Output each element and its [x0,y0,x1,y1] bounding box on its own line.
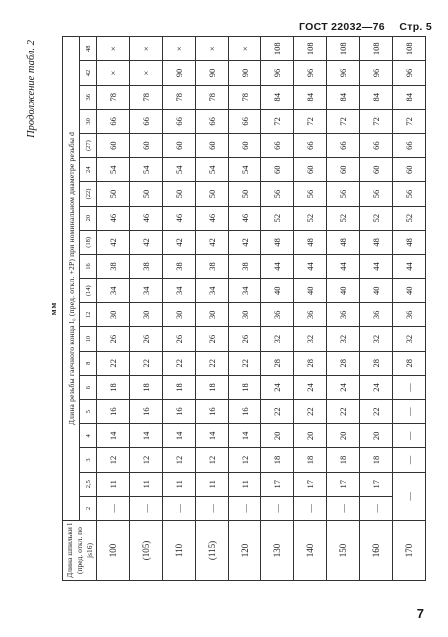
table-row [327,37,360,581]
table-cell: 54 [97,158,130,182]
table-cell: — [294,496,327,520]
table-cell: 66 [195,109,228,133]
table-cell: 16 [195,400,228,424]
table-cell: 84 [360,85,393,109]
table-cell: 78 [195,85,228,109]
table-cell: 32 [360,327,393,351]
table-cell: — [195,496,228,520]
table-cell: 28 [261,351,294,375]
table-cell: 96 [261,61,294,85]
table-cell: 18 [261,448,294,472]
diameter-header-cell: (27) [80,134,97,158]
table-cell: 90 [195,61,228,85]
stud-length-header-title: Длина шпильки l [64,523,74,578]
table-cell: 34 [195,279,228,303]
table-cell: — [129,496,162,520]
diameter-header-cell: (18) [80,230,97,254]
table-cell: 17 [360,472,393,496]
page-number: 7 [416,606,424,621]
table-cell: 60 [228,134,261,158]
table-cell: 42 [97,230,130,254]
table-cell: 44 [261,254,294,278]
table-cell: 90 [228,61,261,85]
table-header-row [63,37,80,581]
stud-length-cell: (105) [129,521,162,581]
table-cell: 38 [162,254,195,278]
table-cell: 36 [360,303,393,327]
diameter-header-cell: 36 [80,85,97,109]
table-cell: 90 [162,61,195,85]
table-cell: 22 [327,400,360,424]
table-cell: 22 [360,400,393,424]
diameter-header-row [80,37,97,581]
table-cell: 28 [393,351,426,375]
table-cell: 44 [294,254,327,278]
table-cell: 44 [393,254,426,278]
table-cell: 66 [360,134,393,158]
table-body [97,37,426,581]
stud-length-cell: 130 [261,521,294,581]
table-cell: 22 [129,351,162,375]
table-cell: 66 [327,134,360,158]
table-cell: 78 [97,85,130,109]
table-row [360,37,393,581]
table-cell: 60 [162,134,195,158]
table-cell: 66 [129,109,162,133]
table-cell: 12 [129,448,162,472]
table-cell: 48 [294,230,327,254]
table-cell: 20 [261,424,294,448]
table-cell: 42 [228,230,261,254]
table-cell: × [162,37,195,61]
table-cell: 18 [162,375,195,399]
table-cell: 16 [129,400,162,424]
table-cell: 60 [294,158,327,182]
table-cell: × [97,61,130,85]
table-cell: 54 [129,158,162,182]
table-cell: 46 [129,206,162,230]
table-cell: 22 [261,400,294,424]
table-cell: 78 [228,85,261,109]
table-cell: 28 [327,351,360,375]
table-cell: 38 [129,254,162,278]
table-cell: 20 [294,424,327,448]
table-cell: 22 [294,400,327,424]
rotated-page-body [26,36,426,581]
stud-length-cell: 140 [294,521,327,581]
table-cell: 22 [195,351,228,375]
table-cell: 72 [261,109,294,133]
stud-length-cell: 110 [162,521,195,581]
table-cell: 108 [261,37,294,61]
table-cell: 54 [195,158,228,182]
table-row [261,37,294,581]
table-cell: 38 [97,254,130,278]
table-cell: 66 [228,109,261,133]
table-cell: 11 [228,472,261,496]
table-cell: — [97,496,130,520]
table-cell: — [360,496,393,520]
stud-length-cell: 160 [360,521,393,581]
table-cell: 60 [195,134,228,158]
table-cell: 46 [162,206,195,230]
table-row [195,37,228,581]
table-cell: 52 [393,206,426,230]
table-cell: 56 [294,182,327,206]
table-cell: 108 [294,37,327,61]
table-cell: 12 [228,448,261,472]
table-cell: 32 [294,327,327,351]
table-cell: 108 [327,37,360,61]
table-cell: 78 [129,85,162,109]
table-cell: 30 [129,303,162,327]
table-cell: 18 [327,448,360,472]
table-cell: 18 [228,375,261,399]
table-cell: 50 [129,182,162,206]
table-cell: 16 [162,400,195,424]
table-cell: 22 [162,351,195,375]
table-cell: 52 [327,206,360,230]
table-cell: 14 [228,424,261,448]
table-cell: 30 [162,303,195,327]
table-cell: 72 [360,109,393,133]
table-cell: 16 [97,400,130,424]
table-row [162,37,195,581]
table-cell: — [393,448,426,472]
table-cell: 26 [195,327,228,351]
diameter-header-cell: 20 [80,206,97,230]
table-cell: 66 [97,109,130,133]
table-cell: 18 [294,448,327,472]
table-cell: 14 [195,424,228,448]
table-cell: 17 [327,472,360,496]
stud-thread-length-table [62,36,426,581]
table-row [228,37,261,581]
table-cell: 48 [393,230,426,254]
table-cell: 60 [129,134,162,158]
table-cell: 18 [97,375,130,399]
table-cell: 50 [228,182,261,206]
table-cell: × [97,37,130,61]
table-cell: 28 [360,351,393,375]
table-cell: 18 [360,448,393,472]
table-cell: 66 [294,134,327,158]
table-cell: × [129,61,162,85]
table-cell: 60 [261,158,294,182]
table-cell: 72 [294,109,327,133]
table-cell: 84 [327,85,360,109]
stud-length-header-tolerance: (пред. откл. по js16) [74,527,94,574]
table-cell: — [393,472,426,520]
diameter-header-cell: 16 [80,254,97,278]
table-cell: 48 [327,230,360,254]
table-cell: 26 [129,327,162,351]
table-cell: 14 [129,424,162,448]
table-cell: 24 [261,375,294,399]
table-cell: 60 [393,158,426,182]
table-cell: 42 [162,230,195,254]
table-cell: 30 [97,303,130,327]
table-cell: 46 [228,206,261,230]
table-cell: 96 [393,61,426,85]
table-cell: 52 [261,206,294,230]
table-cell: 24 [327,375,360,399]
table-cell: × [228,37,261,61]
table-row [294,37,327,581]
table-cell: 38 [195,254,228,278]
table-cell: 40 [261,279,294,303]
table-cell: 50 [162,182,195,206]
diameter-header-cell: 5 [80,400,97,424]
table-cell: 34 [228,279,261,303]
table-row [97,37,130,581]
table-cell: 46 [195,206,228,230]
table-cell: 34 [97,279,130,303]
table-cell: 96 [327,61,360,85]
table-cell: 32 [327,327,360,351]
table-cell: 24 [294,375,327,399]
table-cell: 20 [360,424,393,448]
table-cell: 22 [228,351,261,375]
table-cell: 42 [129,230,162,254]
table-cell: 26 [97,327,130,351]
unit-label: мм [48,301,58,316]
table-cell: 40 [327,279,360,303]
diameter-header-cell: 24 [80,158,97,182]
table-cell: 36 [294,303,327,327]
table-cell: 40 [393,279,426,303]
diameter-header-cell: 4 [80,424,97,448]
page-header [299,21,432,33]
table-cell: 72 [393,109,426,133]
diameter-header-cell: 6 [80,375,97,399]
table-cell: 38 [228,254,261,278]
table-cell: 17 [294,472,327,496]
table-cell: — [393,375,426,399]
diameter-header-cell: 2 [80,496,97,520]
table-cell: — [228,496,261,520]
table-cell: 40 [360,279,393,303]
table-cell: 26 [162,327,195,351]
table-cell: 11 [129,472,162,496]
stud-length-cell: 100 [97,521,130,581]
diameter-header-cell: 10 [80,327,97,351]
table-cell: 60 [97,134,130,158]
table-cell: 50 [97,182,130,206]
stud-length-cell: (115) [195,521,228,581]
stud-length-cell: 120 [228,521,261,581]
table-cell: 78 [162,85,195,109]
table-cell: 11 [97,472,130,496]
table-cell: 46 [97,206,130,230]
table-cell: 18 [129,375,162,399]
table-cell: 18 [195,375,228,399]
table-cell: 48 [261,230,294,254]
table-cell: 84 [261,85,294,109]
table-cell: 36 [327,303,360,327]
stud-length-cell: 170 [393,521,426,581]
table-cell: 52 [360,206,393,230]
page-label: Стр. 5 [399,21,432,33]
table-cell: 50 [195,182,228,206]
table-cell: — [261,496,294,520]
table-cell: — [393,400,426,424]
stud-length-cell: 150 [327,521,360,581]
table-cell: 40 [294,279,327,303]
thread-length-span-header: Длина резьбы гаечного конца l₀ (пред. откл. +2P) при номинальном диаметре резьбы d [63,37,80,521]
table-cell: 28 [294,351,327,375]
table-cell: 17 [261,472,294,496]
table-cell: 84 [393,85,426,109]
table-cell: 84 [294,85,327,109]
standard-number: ГОСТ 22032—76 [299,21,385,33]
table-cell: 96 [360,61,393,85]
diameter-header-cell: (14) [80,279,97,303]
diameter-header-cell: 30 [80,109,97,133]
table-cell: 42 [195,230,228,254]
table-cell: — [327,496,360,520]
table-cell: 26 [228,327,261,351]
table-cell: 56 [360,182,393,206]
table-cell: 22 [97,351,130,375]
table-cell: 44 [360,254,393,278]
table-cell: 14 [162,424,195,448]
diameter-header-cell: 2,5 [80,472,97,496]
table-cell: 72 [327,109,360,133]
table-cell: 96 [294,61,327,85]
table-cell: 20 [327,424,360,448]
table-cell: 44 [327,254,360,278]
table-cell: 12 [97,448,130,472]
table-cell: 108 [393,37,426,61]
table-cell: 60 [327,158,360,182]
table-cell: 30 [195,303,228,327]
table-cell: 56 [393,182,426,206]
table-cell: 66 [162,109,195,133]
table-cell: 16 [228,400,261,424]
table-cell: 52 [294,206,327,230]
table-cell: 48 [360,230,393,254]
table-cell: × [195,37,228,61]
table-cell: — [393,424,426,448]
table-cell: 32 [261,327,294,351]
diameter-header-cell: 42 [80,61,97,85]
table-cell: 34 [162,279,195,303]
stud-length-header [63,521,97,581]
table-cell: 12 [195,448,228,472]
table-row [393,37,426,581]
table-cell: 56 [261,182,294,206]
table-cell: 54 [228,158,261,182]
table-cell: 34 [129,279,162,303]
table-cell: 32 [393,327,426,351]
table-cell: 36 [393,303,426,327]
table-cell: 30 [228,303,261,327]
diameter-header-cell: 12 [80,303,97,327]
diameter-header-cell: 3 [80,448,97,472]
diameter-header-cell: 8 [80,351,97,375]
table-continuation-caption: Продолжение табл. 2 [26,40,37,138]
table-cell: 56 [327,182,360,206]
table-cell: 36 [261,303,294,327]
table-cell: 12 [162,448,195,472]
table-cell: × [129,37,162,61]
table-cell: 11 [162,472,195,496]
table-cell: 108 [360,37,393,61]
table-cell: 24 [360,375,393,399]
diameter-header-cell: 48 [80,37,97,61]
table-cell: 66 [261,134,294,158]
diameter-header-cell: (22) [80,182,97,206]
table-cell: 14 [97,424,130,448]
table-cell: 66 [393,134,426,158]
table-cell: 54 [162,158,195,182]
table-cell: — [162,496,195,520]
table-row [129,37,162,581]
table-cell: 11 [195,472,228,496]
table-cell: 60 [360,158,393,182]
